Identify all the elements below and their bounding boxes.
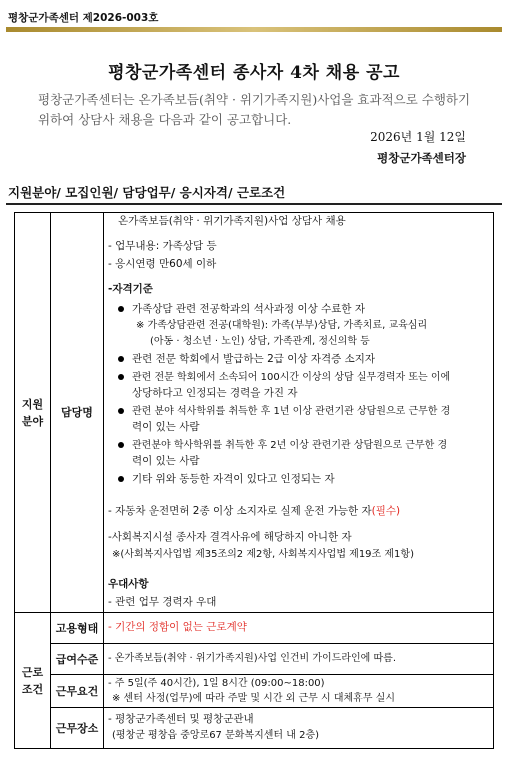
work-hours-label: 근무요건 (55, 684, 99, 698)
bullet-dot-icon (118, 306, 124, 312)
table-col-divider-2 (103, 212, 104, 749)
program-name: 온가족보듬(취약 · 위기가족지원)사업 상담사 채용 (118, 215, 346, 227)
document-number: 평창군가족센터 제2026-003호 (8, 12, 159, 24)
qualification-heading: -자격기준 (108, 283, 153, 295)
qual-note-line-2: (아동 · 청소년 · 노인) 상담, 가족관계, 정신의학 등 (150, 336, 370, 347)
qual-bullet-3-cont: 상당하다고 인정되는 경력을 가진 자 (132, 387, 298, 399)
qual-bullet-6: 기타 위와 동등한 자격이 있다고 인정되는 자 (118, 472, 335, 487)
bullet-dot-icon (118, 374, 124, 380)
count-label: 담당명 (61, 406, 93, 419)
qual-bullet-4-cont: 력이 있는 사람 (132, 421, 200, 433)
work-hours-note: ※ 센터 사정(업무)에 따라 주말 및 시간 외 근무 시 대체휴무 실시 (112, 693, 395, 704)
welfare-disqualification: -사회복지시설 종사자 결격사유에 해당하지 아니한 자 (108, 531, 352, 543)
issuer-name: 평창군가족센터장 (377, 151, 466, 165)
duty-text: - 업무내용: 가족상담 등 (108, 240, 217, 252)
announcement-date: 2026년 1월 12일 (370, 130, 466, 144)
workplace-address: (평창군 평창읍 중앙로67 문화복지센터 내 2층) (112, 730, 320, 741)
welfare-law-reference: ※(사회복지사업법 제35조의2 제2항, 사회복지사업법 제19조 제1항) (112, 549, 414, 560)
preference-text: - 관련 업무 경력자 우대 (108, 596, 217, 608)
work-hours-value: - 주 5일(주 40시간), 1일 8시간 (09:00~18:00) (108, 678, 325, 689)
page-title: 평창군가족센터 종사자 4차 채용 공고 (108, 63, 400, 83)
header-gold-rule (6, 27, 502, 32)
table-border-right (493, 212, 494, 749)
table-row-divider-3 (50, 707, 494, 708)
section-divider (6, 203, 502, 205)
salary-label: 급여수준 (55, 652, 99, 666)
age-text: - 응시연령 만60세 이하 (108, 258, 217, 270)
bullet-dot-icon (118, 408, 124, 414)
employment-type-value: - 기간의 정함이 없는 근로계약 (108, 621, 247, 633)
bullet-dot-icon (118, 476, 124, 482)
table-border-bottom (14, 748, 494, 749)
bullet-dot-icon (118, 356, 124, 362)
section-title: 지원분야/ 모집인원/ 담당업무/ 응시자격/ 근로조건 (8, 185, 286, 200)
table-row-divider-2 (50, 674, 494, 675)
qual-bullet-5-cont: 력이 있는 사람 (132, 455, 200, 467)
qual-bullet-4: 관련 분야 석사학위를 취득한 후 1년 이상 관련기관 상담원으로 근무한 경 (118, 404, 450, 419)
preference-heading: 우대사항 (108, 578, 149, 590)
conditions-label: 근로 조건 (21, 665, 44, 696)
intro-line-2: 위하여 상담사 채용을 다음과 같이 공고합니다. (38, 112, 292, 127)
qual-bullet-2: 관련 전문 학회에서 발급하는 2급 이상 자격증 소지자 (118, 352, 375, 367)
category-label: 지원 분야 (21, 397, 44, 428)
table-row-divider-1 (50, 643, 494, 644)
intro-paragraph (38, 90, 488, 130)
salary-value: - 온가족보듬(취약 · 위기가족지원)사업 인건비 가이드라인에 따름. (108, 653, 397, 664)
employment-type-label: 고용형태 (55, 621, 99, 635)
intro-line-1: 평창군가족센터는 온가족보듬(취약 · 위기가족지원)사업을 효과적으로 수행하기 (38, 92, 471, 107)
workplace-value: - 평창군가족센터 및 평창군관내 (108, 713, 254, 725)
workplace-label: 근무장소 (55, 721, 99, 735)
qual-note-line-1: ※ 가족상담관련 전공(대학원): 가족(부부)상담, 가족치료, 교육심리 (136, 320, 428, 331)
qual-bullet-5: 관련분야 학사학위를 취득한 후 2년 이상 관련기관 상담원으로 근무한 경 (118, 438, 447, 453)
qual-bullet-1: 가족상담 관련 전공학과의 석사과정 이상 수료한 자 (118, 302, 365, 317)
qual-bullet-3: 관련 전문 학회에서 소속되어 100시간 이상의 상담 실무경력자 또는 이에 (118, 370, 450, 385)
bullet-dot-icon (118, 442, 124, 448)
required-tag: (필수) (371, 505, 401, 517)
license-requirement: - 자동차 운전면허 2종 이상 소지자로 실제 운전 가능한 자(필수) (108, 505, 401, 517)
